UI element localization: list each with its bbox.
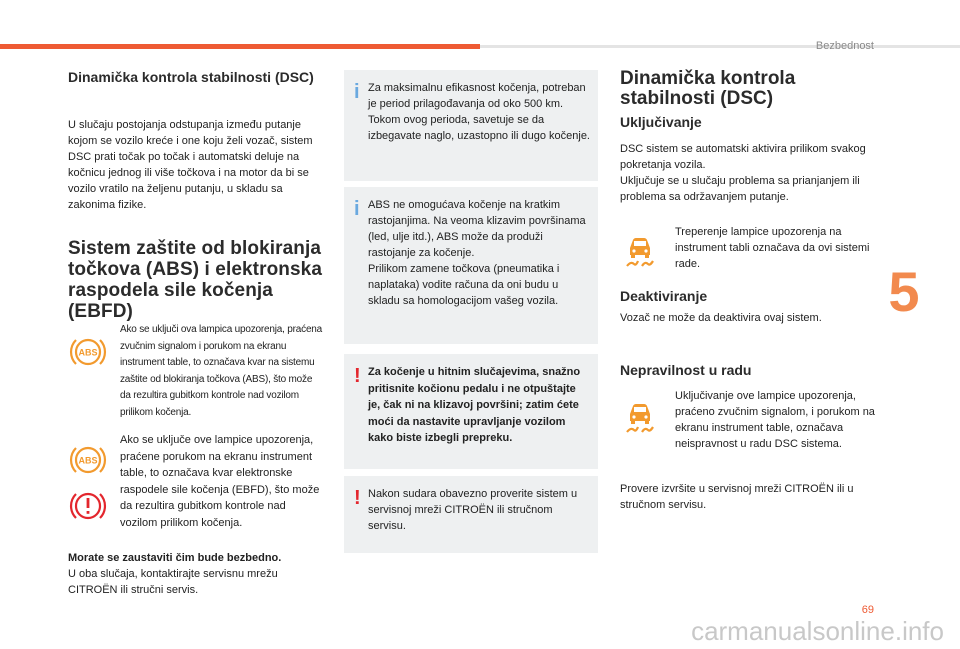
abs-warning-text: Ako se uključi ova lampica upozorenja, praćena zvučnim signalom i porukom na ekranu instrument table, to označava kvar na sistemu zaštite od blokiranja točkova (ABS), što može da rezultira gubitkom kontrole nad vozilom prilikom kočenja. — [120, 324, 323, 418]
warning-box-emergency-braking — [344, 354, 598, 469]
service-text: Provere izvršite u servisnoj mreži CITROËN ili u stručnom servisu. — [620, 483, 854, 511]
activation-text: DSC sistem se automatski aktivira prilikom svakog pokretanja vozila. Uključuje se u slučaju problema sa prianjanjem ili problema sa održavanjem putanje. — [620, 143, 866, 203]
info-box-break-in — [344, 70, 598, 181]
ebfd-warning-text: Ako se uključe ove lampice upozorenja, praćene porukom na ekranu instrument table, to označava kvar elektronske raspodele sile kočenja (EBFD), što može da rezultira gubitkom kontrole nad vozilom prilikom kočenja. — [120, 434, 320, 529]
warning-box-text: Za kočenje u hitnim slučajevima, snažno pritisnite kočionu pedalu i ne otpuštajte je, čak ni na klizavoj površini; zatim ćete moći da nastavite upravljanje vozilom kako biste izbegli prepreku. — [368, 366, 581, 444]
deactivation-text: Vozač ne može da deaktivira ovaj sistem. — [620, 312, 822, 324]
dsc-paragraph: U slučaju postojanja odstupanja između putanje kojom se vozilo kreće i one koju želi vozač, sistem DSC prati točak po točak i automatski deluje na kočnicu jednog ili više točkova i na motor da bi se vozilo vratilo na željenu putanju, u skladu sa zakonima fizike. — [68, 119, 313, 211]
dsc-malfunction-text: Uključivanje ove lampice upozorenja, praćeno zvučnim signalom, i porukom na ekranu instrument table, označava neispravnost u radu DSC sistema. — [675, 390, 875, 450]
warning-box-collision — [344, 476, 598, 553]
abs-warning-icon — [68, 322, 108, 377]
stop-bold-text: Morate se zaustaviti čim bude bezbedno. — [68, 552, 282, 564]
chapter-number: 5 — [888, 260, 920, 323]
warning-icon: ! — [354, 487, 361, 509]
info-box-text: Za maksimalnu efikasnost kočenja, potreban je period prilagođavanja od oko 500 km. Tokom ovog perioda, savetuje se da izbegavate naglo, uzastopno ili dugo kočenje. — [368, 82, 590, 142]
stop-instruction — [68, 550, 330, 598]
dsc-main-heading: Dinamička kontrola stabilnosti (DSC) — [620, 68, 796, 109]
dsc-heading: Dinamička kontrola stabilnosti (DSC) — [68, 69, 314, 85]
dsc-blink-text: Treperenje lampice upozorenja na instrument tabli označava da ovi sistemi rade. — [675, 226, 870, 270]
header-divider — [480, 45, 960, 48]
deactivation-heading: Deaktiviranje — [620, 288, 708, 304]
info-icon: i — [354, 81, 360, 103]
activation-heading: Uključivanje — [620, 114, 702, 130]
stop-contact-text: U oba slučaja, kontaktirajte servisnu mrežu CITROËN ili stručni servis. — [68, 568, 278, 596]
malfunction-heading: Nepravilnost u radu — [620, 362, 752, 378]
skid-car-icon — [620, 224, 660, 273]
skid-car-icon — [620, 388, 660, 439]
warning-box-text: Nakon sudara obavezno proverite sistem u servisnoj mreži CITROËN ili stručnom servisu. — [368, 488, 578, 532]
watermark: carmanualsonline.info — [691, 616, 944, 646]
abs-heading: Sistem zaštite od blokiranja točkova (ABS) i elektronska raspodela sile kočenja (EBFD) — [68, 238, 323, 322]
brake-warning-icon-red — [68, 486, 108, 531]
svg-text:ABS: ABS — [78, 455, 98, 466]
info-box-text: ABS ne omogućava kočenje na kratkim rastojanjima. Na veoma klizavim površinama (led, ulje itd.), ABS može da produži rastojanje za kočenje. Prilikom zamene točkova (pneumatika i naplataka) vodite računa da oni budu u skladu sa homologacijom vašeg vozila. — [368, 199, 586, 307]
info-box-abs — [344, 187, 598, 344]
page-number: 69 — [861, 604, 874, 616]
info-icon: i — [354, 198, 360, 220]
header-accent-bar — [0, 44, 480, 49]
warning-icon: ! — [354, 365, 361, 387]
svg-text:ABS: ABS — [78, 347, 98, 358]
section-title: Bezbednost — [815, 40, 874, 52]
